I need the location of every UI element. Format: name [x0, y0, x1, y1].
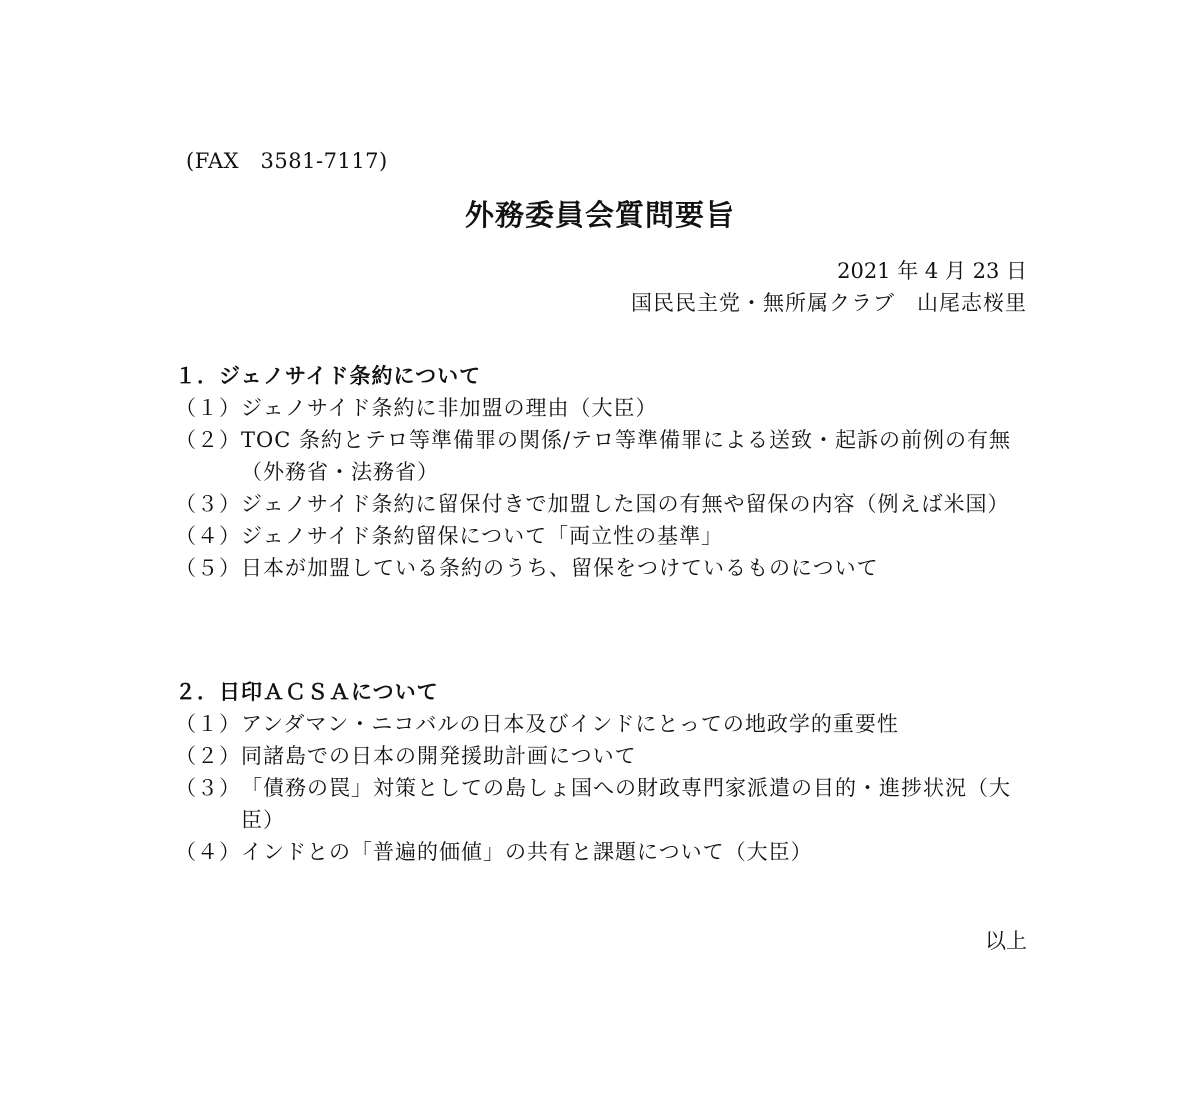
item-text: ジェノサイド条約に非加盟の理由（大臣） [241, 396, 658, 420]
item-number: （３） [175, 492, 241, 516]
document-date: 2021 年 4 月 23 日 [837, 259, 1027, 283]
list-item [175, 424, 1035, 488]
item-text: 日本が加盟している条約のうち、留保をつけているものについて [241, 556, 879, 580]
section-japan-india-acsa [175, 676, 1035, 868]
item-text: 「債務の罠」対策としての島しょ国への財政専門家派遣の目的・進捗状況（大臣） [241, 776, 1011, 832]
section-heading: １．ジェノサイド条約について [175, 364, 482, 388]
fax-number: (FAX 3581-7117) [186, 149, 388, 173]
list-item [175, 772, 1035, 836]
list-item [175, 708, 1035, 740]
item-number: （２） [175, 428, 241, 452]
item-number: （５） [175, 556, 241, 580]
item-text: 同諸島での日本の開発援助計画について [241, 744, 637, 768]
item-text: インドとの「普遍的価値」の共有と課題について（大臣） [241, 840, 813, 864]
item-text: ジェノサイド条約留保について「両立性の基準」 [241, 524, 724, 548]
item-number: （４） [175, 840, 241, 864]
list-item [175, 740, 1035, 772]
item-number: （１） [175, 396, 241, 420]
item-number: （２） [175, 744, 241, 768]
list-item [175, 520, 1035, 552]
author-affiliation: 国民民主党・無所属クラブ 山尾志桜里 [631, 291, 1027, 315]
item-number: （４） [175, 524, 241, 548]
list-item [175, 552, 1035, 584]
list-item [175, 836, 1035, 868]
item-number: （３） [175, 776, 241, 800]
section-genocide-convention [175, 360, 1035, 584]
item-text: TOC 条約とテロ等準備罪の関係/テロ等準備罪による送致・起訴の前例の有無（外務省・法務省） [241, 428, 1012, 484]
section-heading: ２．日印ＡＣＳＡについて [175, 680, 439, 704]
item-text: ジェノサイド条約に留保付きで加盟した国の有無や留保の内容（例えば米国） [241, 492, 1010, 516]
list-item [175, 392, 1035, 424]
item-number: （１） [175, 712, 241, 736]
closing-text: 以上 [985, 929, 1027, 953]
list-item [175, 488, 1035, 520]
page-title: 外務委員会質問要旨 [464, 198, 735, 232]
item-text: アンダマン・ニコバルの日本及びインドにとっての地政学的重要性 [241, 712, 899, 736]
